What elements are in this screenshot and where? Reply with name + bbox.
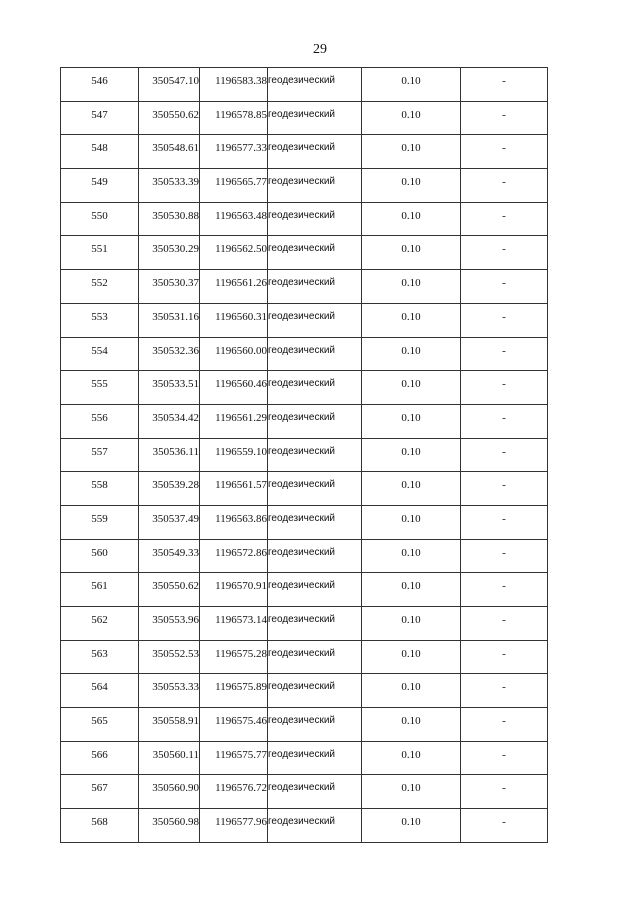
y-coordinate-cell: 1196573.14 xyxy=(200,607,268,641)
table-row xyxy=(61,809,548,843)
x-coordinate-cell: 350560.11 xyxy=(139,741,200,775)
table-row xyxy=(61,741,548,775)
x-coordinate-cell: 350552.53 xyxy=(139,640,200,674)
table-row xyxy=(61,169,548,203)
note-cell: - xyxy=(461,539,548,573)
x-coordinate-cell: 350550.62 xyxy=(139,101,200,135)
coordinates-table-body xyxy=(61,68,548,843)
note-cell: - xyxy=(461,270,548,304)
method-cell: геодезический xyxy=(268,135,362,169)
method-cell: геодезический xyxy=(268,438,362,472)
note-cell: - xyxy=(461,303,548,337)
accuracy-cell: 0.10 xyxy=(362,371,461,405)
method-cell: геодезический xyxy=(268,472,362,506)
y-coordinate-cell: 1196572.86 xyxy=(200,539,268,573)
y-coordinate-cell: 1196562.50 xyxy=(200,236,268,270)
accuracy-cell: 0.10 xyxy=(362,775,461,809)
x-coordinate-cell: 350553.96 xyxy=(139,607,200,641)
x-coordinate-cell: 350537.49 xyxy=(139,505,200,539)
note-cell: - xyxy=(461,169,548,203)
method-cell: геодезический xyxy=(268,775,362,809)
note-cell: - xyxy=(461,505,548,539)
method-cell: геодезический xyxy=(268,101,362,135)
y-coordinate-cell: 1196583.38 xyxy=(200,68,268,102)
x-coordinate-cell: 350536.11 xyxy=(139,438,200,472)
x-coordinate-cell: 350558.91 xyxy=(139,708,200,742)
method-cell: геодезический xyxy=(268,741,362,775)
table-row xyxy=(61,202,548,236)
note-cell: - xyxy=(461,438,548,472)
y-coordinate-cell: 1196576.72 xyxy=(200,775,268,809)
method-cell: геодезический xyxy=(268,607,362,641)
method-cell: геодезический xyxy=(268,337,362,371)
note-cell: - xyxy=(461,68,548,102)
point-number-cell: 550 xyxy=(61,202,139,236)
method-cell: геодезический xyxy=(268,202,362,236)
y-coordinate-cell: 1196575.28 xyxy=(200,640,268,674)
point-number-cell: 548 xyxy=(61,135,139,169)
y-coordinate-cell: 1196561.29 xyxy=(200,404,268,438)
y-coordinate-cell: 1196577.33 xyxy=(200,135,268,169)
table-row xyxy=(61,607,548,641)
x-coordinate-cell: 350560.90 xyxy=(139,775,200,809)
point-number-cell: 565 xyxy=(61,708,139,742)
point-number-cell: 559 xyxy=(61,505,139,539)
table-row xyxy=(61,270,548,304)
method-cell: геодезический xyxy=(268,573,362,607)
x-coordinate-cell: 350549.33 xyxy=(139,539,200,573)
table-row xyxy=(61,573,548,607)
accuracy-cell: 0.10 xyxy=(362,573,461,607)
note-cell: - xyxy=(461,472,548,506)
point-number-cell: 567 xyxy=(61,775,139,809)
table-row xyxy=(61,236,548,270)
note-cell: - xyxy=(461,371,548,405)
point-number-cell: 549 xyxy=(61,169,139,203)
note-cell: - xyxy=(461,573,548,607)
accuracy-cell: 0.10 xyxy=(362,674,461,708)
method-cell: геодезический xyxy=(268,404,362,438)
note-cell: - xyxy=(461,708,548,742)
accuracy-cell: 0.10 xyxy=(362,438,461,472)
note-cell: - xyxy=(461,236,548,270)
table-row xyxy=(61,472,548,506)
y-coordinate-cell: 1196575.46 xyxy=(200,708,268,742)
y-coordinate-cell: 1196560.46 xyxy=(200,371,268,405)
accuracy-cell: 0.10 xyxy=(362,539,461,573)
note-cell: - xyxy=(461,607,548,641)
x-coordinate-cell: 350553.33 xyxy=(139,674,200,708)
point-number-cell: 554 xyxy=(61,337,139,371)
point-number-cell: 547 xyxy=(61,101,139,135)
accuracy-cell: 0.10 xyxy=(362,236,461,270)
table-row xyxy=(61,404,548,438)
point-number-cell: 562 xyxy=(61,607,139,641)
x-coordinate-cell: 350548.61 xyxy=(139,135,200,169)
table-row xyxy=(61,438,548,472)
method-cell: геодезический xyxy=(268,371,362,405)
table-row xyxy=(61,674,548,708)
y-coordinate-cell: 1196577.96 xyxy=(200,809,268,843)
accuracy-cell: 0.10 xyxy=(362,607,461,641)
accuracy-cell: 0.10 xyxy=(362,270,461,304)
method-cell: геодезический xyxy=(268,708,362,742)
x-coordinate-cell: 350547.10 xyxy=(139,68,200,102)
table-row xyxy=(61,135,548,169)
y-coordinate-cell: 1196575.89 xyxy=(200,674,268,708)
method-cell: геодезический xyxy=(268,236,362,270)
method-cell: геодезический xyxy=(268,674,362,708)
note-cell: - xyxy=(461,640,548,674)
y-coordinate-cell: 1196559.10 xyxy=(200,438,268,472)
accuracy-cell: 0.10 xyxy=(362,169,461,203)
note-cell: - xyxy=(461,775,548,809)
x-coordinate-cell: 350530.29 xyxy=(139,236,200,270)
y-coordinate-cell: 1196578.85 xyxy=(200,101,268,135)
accuracy-cell: 0.10 xyxy=(362,303,461,337)
accuracy-cell: 0.10 xyxy=(362,809,461,843)
accuracy-cell: 0.10 xyxy=(362,101,461,135)
point-number-cell: 568 xyxy=(61,809,139,843)
table-row xyxy=(61,708,548,742)
accuracy-cell: 0.10 xyxy=(362,640,461,674)
table-row xyxy=(61,640,548,674)
x-coordinate-cell: 350534.42 xyxy=(139,404,200,438)
y-coordinate-cell: 1196570.91 xyxy=(200,573,268,607)
y-coordinate-cell: 1196561.26 xyxy=(200,270,268,304)
x-coordinate-cell: 350550.62 xyxy=(139,573,200,607)
point-number-cell: 558 xyxy=(61,472,139,506)
note-cell: - xyxy=(461,741,548,775)
page-number: 29 xyxy=(313,42,327,57)
x-coordinate-cell: 350533.39 xyxy=(139,169,200,203)
note-cell: - xyxy=(461,809,548,843)
accuracy-cell: 0.10 xyxy=(362,708,461,742)
method-cell: геодезический xyxy=(268,68,362,102)
x-coordinate-cell: 350560.98 xyxy=(139,809,200,843)
note-cell: - xyxy=(461,135,548,169)
table-row xyxy=(61,68,548,102)
accuracy-cell: 0.10 xyxy=(362,404,461,438)
x-coordinate-cell: 350539.28 xyxy=(139,472,200,506)
point-number-cell: 566 xyxy=(61,741,139,775)
method-cell: геодезический xyxy=(268,505,362,539)
y-coordinate-cell: 1196565.77 xyxy=(200,169,268,203)
coordinates-table xyxy=(60,67,548,843)
table-row xyxy=(61,371,548,405)
point-number-cell: 557 xyxy=(61,438,139,472)
table-row xyxy=(61,505,548,539)
point-number-cell: 560 xyxy=(61,539,139,573)
note-cell: - xyxy=(461,202,548,236)
table-row xyxy=(61,775,548,809)
note-cell: - xyxy=(461,337,548,371)
y-coordinate-cell: 1196563.86 xyxy=(200,505,268,539)
point-number-cell: 556 xyxy=(61,404,139,438)
y-coordinate-cell: 1196560.00 xyxy=(200,337,268,371)
note-cell: - xyxy=(461,404,548,438)
point-number-cell: 551 xyxy=(61,236,139,270)
note-cell: - xyxy=(461,674,548,708)
table-row xyxy=(61,337,548,371)
point-number-cell: 561 xyxy=(61,573,139,607)
accuracy-cell: 0.10 xyxy=(362,472,461,506)
y-coordinate-cell: 1196575.77 xyxy=(200,741,268,775)
accuracy-cell: 0.10 xyxy=(362,505,461,539)
method-cell: геодезический xyxy=(268,303,362,337)
note-cell: - xyxy=(461,101,548,135)
point-number-cell: 563 xyxy=(61,640,139,674)
x-coordinate-cell: 350530.88 xyxy=(139,202,200,236)
y-coordinate-cell: 1196560.31 xyxy=(200,303,268,337)
method-cell: геодезический xyxy=(268,809,362,843)
point-number-cell: 552 xyxy=(61,270,139,304)
point-number-cell: 564 xyxy=(61,674,139,708)
y-coordinate-cell: 1196561.57 xyxy=(200,472,268,506)
accuracy-cell: 0.10 xyxy=(362,202,461,236)
table-row xyxy=(61,303,548,337)
x-coordinate-cell: 350531.16 xyxy=(139,303,200,337)
point-number-cell: 546 xyxy=(61,68,139,102)
table-row xyxy=(61,101,548,135)
x-coordinate-cell: 350532.36 xyxy=(139,337,200,371)
accuracy-cell: 0.10 xyxy=(362,135,461,169)
method-cell: геодезический xyxy=(268,270,362,304)
x-coordinate-cell: 350530.37 xyxy=(139,270,200,304)
point-number-cell: 553 xyxy=(61,303,139,337)
table-row xyxy=(61,539,548,573)
y-coordinate-cell: 1196563.48 xyxy=(200,202,268,236)
accuracy-cell: 0.10 xyxy=(362,741,461,775)
accuracy-cell: 0.10 xyxy=(362,337,461,371)
accuracy-cell: 0.10 xyxy=(362,68,461,102)
x-coordinate-cell: 350533.51 xyxy=(139,371,200,405)
method-cell: геодезический xyxy=(268,169,362,203)
method-cell: геодезический xyxy=(268,640,362,674)
point-number-cell: 555 xyxy=(61,371,139,405)
method-cell: геодезический xyxy=(268,539,362,573)
